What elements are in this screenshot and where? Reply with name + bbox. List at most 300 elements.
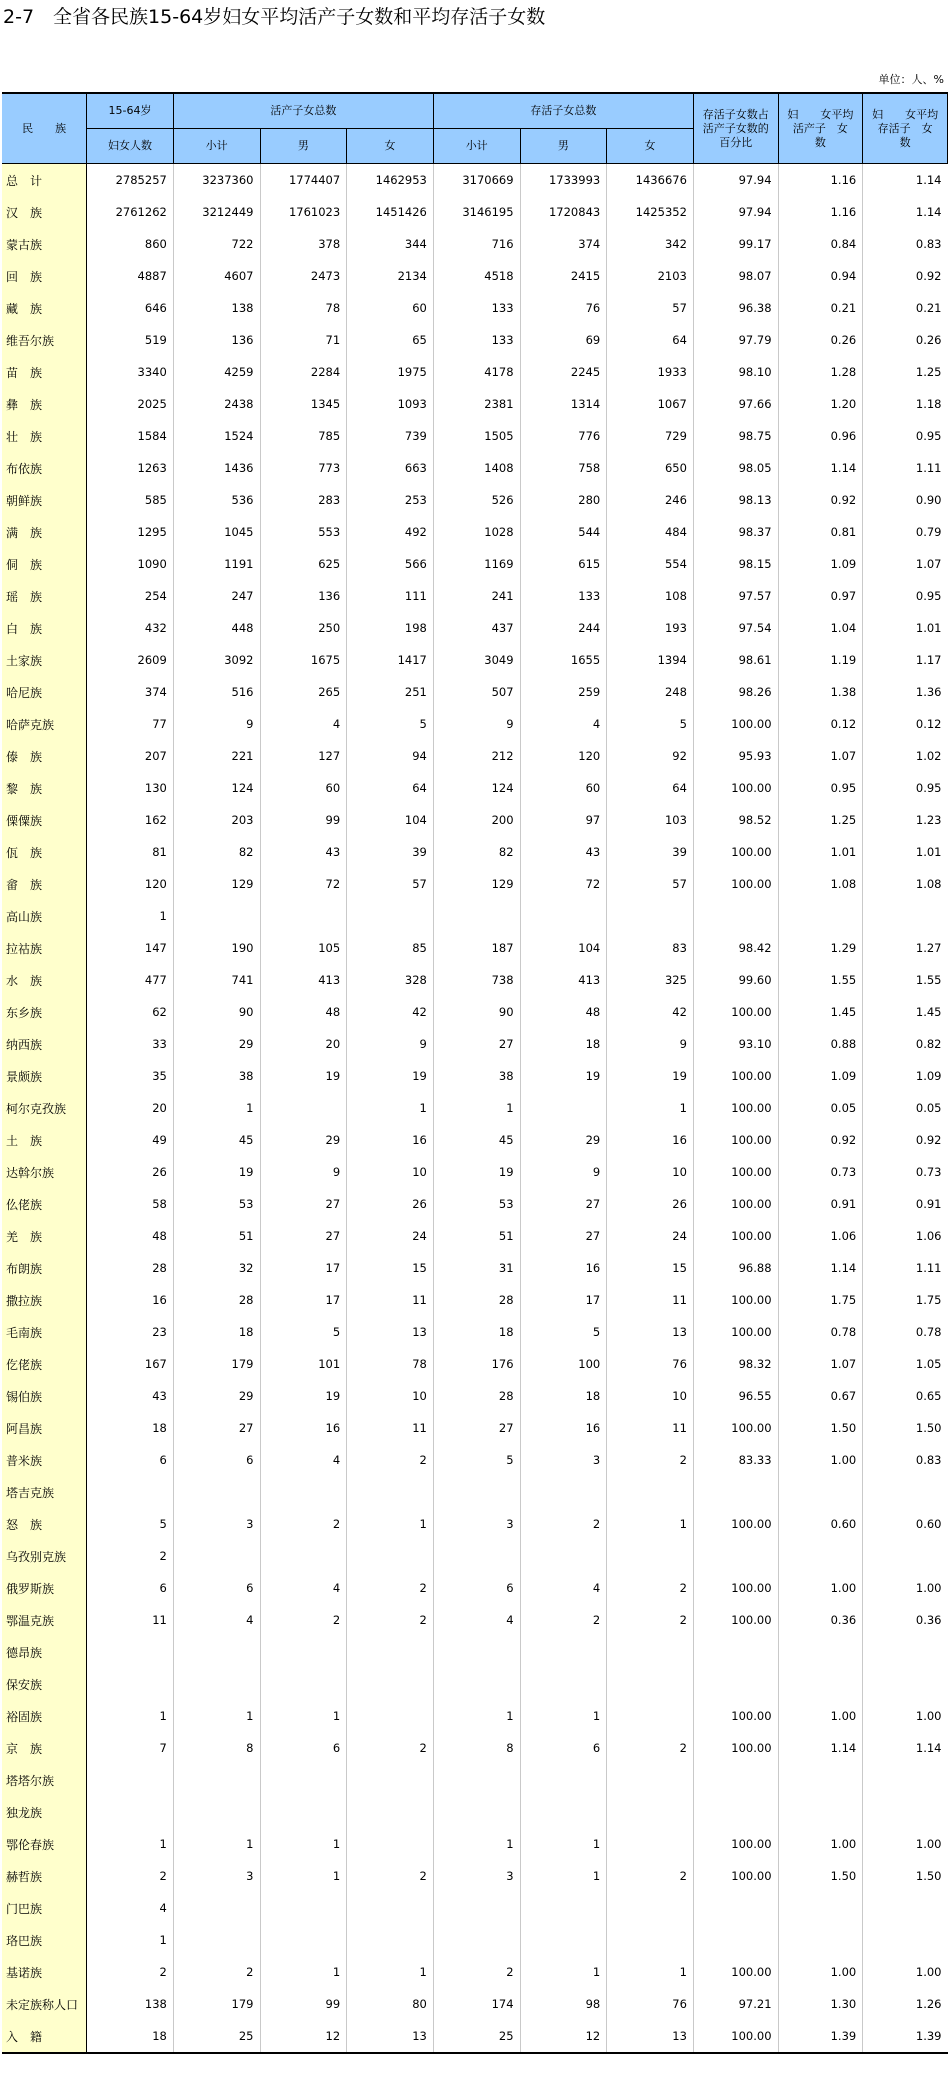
row-ethnic-name: 毛南族 xyxy=(2,1316,87,1348)
cell-born-subtotal: 27 xyxy=(173,1412,260,1444)
cell-women-count: 1090 xyxy=(87,548,174,580)
cell-born-female: 1462953 xyxy=(347,164,434,197)
cell-avg-surv: 0.92 xyxy=(863,1124,948,1156)
cell-avg-surv: 1.00 xyxy=(863,1828,948,1860)
cell-born-subtotal: 247 xyxy=(173,580,260,612)
cell-born-subtotal: 28 xyxy=(173,1284,260,1316)
cell-surv-pct: 100.00 xyxy=(693,1860,778,1892)
cell-women-count: 2 xyxy=(87,1540,174,1572)
cell-avg-born: 0.78 xyxy=(778,1316,863,1348)
cell-avg-born: 1.00 xyxy=(778,1956,863,1988)
row-ethnic-name: 水 族 xyxy=(2,964,87,996)
cell-surv-female: 729 xyxy=(607,420,694,452)
cell-surv-male: 1 xyxy=(520,1700,607,1732)
row-ethnic-name: 基诺族 xyxy=(2,1956,87,1988)
cell-women-count: 77 xyxy=(87,708,174,740)
cell-women-count: 1 xyxy=(87,900,174,932)
cell-surv-subtotal: 19 xyxy=(433,1156,520,1188)
cell-surv-pct: 100.00 xyxy=(693,1188,778,1220)
cell-women-count: 18 xyxy=(87,2020,174,2053)
cell-born-female: 13 xyxy=(347,2020,434,2053)
cell-born-male: 72 xyxy=(260,868,347,900)
cell-surv-subtotal: 1408 xyxy=(433,452,520,484)
cell-born-male: 105 xyxy=(260,932,347,964)
cell-women-count: 585 xyxy=(87,484,174,516)
cell-avg-surv: 1.05 xyxy=(863,1348,948,1380)
cell-born-subtotal xyxy=(173,900,260,932)
cell-surv-male: 69 xyxy=(520,324,607,356)
table-row xyxy=(2,644,948,676)
header-avg-surv: 妇 女平均存活子 女 数 xyxy=(863,93,948,164)
cell-avg-surv: 1.25 xyxy=(863,356,948,388)
cell-surv-male: 776 xyxy=(520,420,607,452)
cell-surv-male xyxy=(520,1476,607,1508)
cell-born-female: 2 xyxy=(347,1572,434,1604)
cell-avg-surv: 0.90 xyxy=(863,484,948,516)
row-ethnic-name: 满 族 xyxy=(2,516,87,548)
cell-avg-born: 1.07 xyxy=(778,1348,863,1380)
cell-surv-pct: 95.93 xyxy=(693,740,778,772)
cell-surv-pct: 100.00 xyxy=(693,1316,778,1348)
cell-born-female: 1417 xyxy=(347,644,434,676)
cell-born-female: 65 xyxy=(347,324,434,356)
cell-avg-surv: 1.26 xyxy=(863,1988,948,2020)
row-ethnic-name: 傣 族 xyxy=(2,740,87,772)
row-ethnic-name: 仡佬族 xyxy=(2,1348,87,1380)
table-row xyxy=(2,196,948,228)
cell-born-female xyxy=(347,1668,434,1700)
header-surv-subtotal: 小计 xyxy=(433,129,520,164)
row-ethnic-name: 塔吉克族 xyxy=(2,1476,87,1508)
cell-surv-female: 2 xyxy=(607,1444,694,1476)
table-row xyxy=(2,164,948,197)
cell-born-male: 413 xyxy=(260,964,347,996)
cell-surv-subtotal: 28 xyxy=(433,1380,520,1412)
cell-surv-female: 16 xyxy=(607,1124,694,1156)
cell-avg-surv: 0.83 xyxy=(863,1444,948,1476)
cell-surv-female: 1436676 xyxy=(607,164,694,197)
cell-surv-female: 57 xyxy=(607,292,694,324)
cell-surv-male: 29 xyxy=(520,1124,607,1156)
cell-surv-subtotal: 38 xyxy=(433,1060,520,1092)
table-row xyxy=(2,772,948,804)
cell-surv-pct xyxy=(693,900,778,932)
cell-avg-born: 0.67 xyxy=(778,1380,863,1412)
cell-surv-male: 12 xyxy=(520,2020,607,2053)
cell-women-count xyxy=(87,1476,174,1508)
cell-surv-female xyxy=(607,1828,694,1860)
cell-born-subtotal: 2438 xyxy=(173,388,260,420)
cell-born-subtotal xyxy=(173,1668,260,1700)
cell-born-subtotal: 179 xyxy=(173,1988,260,2020)
cell-avg-surv: 1.14 xyxy=(863,1732,948,1764)
cell-born-male: 71 xyxy=(260,324,347,356)
cell-women-count: 28 xyxy=(87,1252,174,1284)
cell-born-subtotal: 1191 xyxy=(173,548,260,580)
row-ethnic-name: 苗 族 xyxy=(2,356,87,388)
cell-born-subtotal: 138 xyxy=(173,292,260,324)
cell-surv-male: 133 xyxy=(520,580,607,612)
cell-surv-pct: 99.60 xyxy=(693,964,778,996)
cell-avg-surv xyxy=(863,1476,948,1508)
cell-surv-subtotal: 27 xyxy=(433,1412,520,1444)
cell-avg-surv: 1.45 xyxy=(863,996,948,1028)
cell-born-subtotal: 3 xyxy=(173,1860,260,1892)
cell-avg-surv: 0.95 xyxy=(863,420,948,452)
cell-born-male xyxy=(260,1476,347,1508)
cell-born-female: 253 xyxy=(347,484,434,516)
row-ethnic-name: 高山族 xyxy=(2,900,87,932)
cell-avg-born: 1.09 xyxy=(778,1060,863,1092)
cell-born-subtotal: 4607 xyxy=(173,260,260,292)
cell-avg-surv: 0.95 xyxy=(863,580,948,612)
cell-avg-born xyxy=(778,1764,863,1796)
cell-born-male: 1 xyxy=(260,1860,347,1892)
cell-born-subtotal: 4259 xyxy=(173,356,260,388)
cell-women-count: 130 xyxy=(87,772,174,804)
cell-surv-female: 5 xyxy=(607,708,694,740)
cell-born-female: 492 xyxy=(347,516,434,548)
cell-surv-subtotal: 1 xyxy=(433,1828,520,1860)
row-ethnic-name: 景颇族 xyxy=(2,1060,87,1092)
cell-surv-female: 2 xyxy=(607,1860,694,1892)
cell-surv-female: 2 xyxy=(607,1732,694,1764)
cell-avg-born: 1.09 xyxy=(778,548,863,580)
cell-surv-pct xyxy=(693,1924,778,1956)
cell-surv-female: 1 xyxy=(607,1092,694,1124)
cell-born-subtotal xyxy=(173,1892,260,1924)
cell-surv-pct xyxy=(693,1636,778,1668)
cell-born-subtotal: 8 xyxy=(173,1732,260,1764)
row-ethnic-name: 傈僳族 xyxy=(2,804,87,836)
cell-surv-female: 484 xyxy=(607,516,694,548)
cell-born-subtotal: 221 xyxy=(173,740,260,772)
cell-born-female xyxy=(347,1924,434,1956)
cell-surv-male: 374 xyxy=(520,228,607,260)
cell-surv-pct: 100.00 xyxy=(693,836,778,868)
table-row xyxy=(2,2020,948,2053)
cell-born-subtotal: 29 xyxy=(173,1380,260,1412)
cell-surv-female: 325 xyxy=(607,964,694,996)
header-pct: 存活子女数占活产子女数的百分比 xyxy=(693,93,778,164)
row-ethnic-name: 纳西族 xyxy=(2,1028,87,1060)
cell-born-male: 1345 xyxy=(260,388,347,420)
cell-surv-subtotal: 6 xyxy=(433,1572,520,1604)
cell-born-subtotal: 2 xyxy=(173,1956,260,1988)
cell-born-female: 80 xyxy=(347,1988,434,2020)
cell-born-female: 11 xyxy=(347,1412,434,1444)
cell-born-male xyxy=(260,1764,347,1796)
cell-born-male: 1675 xyxy=(260,644,347,676)
cell-avg-born: 0.91 xyxy=(778,1188,863,1220)
cell-avg-surv: 1.08 xyxy=(863,868,948,900)
row-ethnic-name: 京 族 xyxy=(2,1732,87,1764)
header-surv-group: 存活子女总数 xyxy=(433,93,693,129)
row-ethnic-name: 达斡尔族 xyxy=(2,1156,87,1188)
cell-surv-pct xyxy=(693,1540,778,1572)
cell-surv-female: 57 xyxy=(607,868,694,900)
cell-born-male: 785 xyxy=(260,420,347,452)
cell-surv-male xyxy=(520,1892,607,1924)
cell-avg-surv xyxy=(863,1540,948,1572)
cell-surv-pct xyxy=(693,1668,778,1700)
cell-avg-surv xyxy=(863,900,948,932)
cell-avg-born: 0.92 xyxy=(778,1124,863,1156)
row-ethnic-name: 鄂伦春族 xyxy=(2,1828,87,1860)
data-table xyxy=(2,92,948,2054)
table-row xyxy=(2,1764,948,1796)
table-row xyxy=(2,740,948,772)
table-row xyxy=(2,964,948,996)
cell-born-subtotal xyxy=(173,1924,260,1956)
cell-avg-surv: 1.39 xyxy=(863,2020,948,2053)
cell-surv-subtotal: 45 xyxy=(433,1124,520,1156)
row-ethnic-name: 侗 族 xyxy=(2,548,87,580)
cell-born-female: 10 xyxy=(347,1380,434,1412)
cell-avg-born: 1.50 xyxy=(778,1412,863,1444)
cell-surv-subtotal xyxy=(433,1764,520,1796)
row-ethnic-name: 佤 族 xyxy=(2,836,87,868)
cell-avg-surv: 1.17 xyxy=(863,644,948,676)
cell-surv-male xyxy=(520,1924,607,1956)
cell-avg-surv xyxy=(863,1636,948,1668)
cell-born-subtotal: 3237360 xyxy=(173,164,260,197)
cell-born-male: 250 xyxy=(260,612,347,644)
cell-born-male: 99 xyxy=(260,1988,347,2020)
table-row xyxy=(2,1060,948,1092)
cell-avg-born: 0.21 xyxy=(778,292,863,324)
cell-avg-surv xyxy=(863,1764,948,1796)
cell-surv-male xyxy=(520,1636,607,1668)
cell-surv-subtotal: 133 xyxy=(433,324,520,356)
cell-surv-subtotal: 716 xyxy=(433,228,520,260)
cell-women-count: 20 xyxy=(87,1092,174,1124)
cell-surv-male: 72 xyxy=(520,868,607,900)
table-row xyxy=(2,1156,948,1188)
cell-surv-pct: 96.88 xyxy=(693,1252,778,1284)
cell-avg-surv: 0.05 xyxy=(863,1092,948,1124)
cell-surv-subtotal xyxy=(433,1636,520,1668)
cell-surv-female xyxy=(607,1796,694,1828)
cell-women-count: 162 xyxy=(87,804,174,836)
cell-surv-male xyxy=(520,1540,607,1572)
row-ethnic-name: 独龙族 xyxy=(2,1796,87,1828)
cell-born-male xyxy=(260,1796,347,1828)
row-ethnic-name: 回 族 xyxy=(2,260,87,292)
cell-surv-pct: 98.75 xyxy=(693,420,778,452)
cell-born-female: 198 xyxy=(347,612,434,644)
cell-born-subtotal xyxy=(173,1540,260,1572)
cell-women-count: 58 xyxy=(87,1188,174,1220)
cell-born-female: 328 xyxy=(347,964,434,996)
cell-surv-subtotal xyxy=(433,1476,520,1508)
table-row xyxy=(2,1988,948,2020)
cell-surv-female: 11 xyxy=(607,1412,694,1444)
cell-women-count: 6 xyxy=(87,1444,174,1476)
cell-born-female: 2 xyxy=(347,1732,434,1764)
cell-surv-male: 544 xyxy=(520,516,607,548)
cell-surv-pct: 98.37 xyxy=(693,516,778,548)
cell-born-female: 13 xyxy=(347,1316,434,1348)
cell-surv-pct: 97.21 xyxy=(693,1988,778,2020)
cell-surv-female: 342 xyxy=(607,228,694,260)
cell-born-male: 265 xyxy=(260,676,347,708)
cell-surv-subtotal: 8 xyxy=(433,1732,520,1764)
cell-avg-born: 1.39 xyxy=(778,2020,863,2053)
cell-avg-surv: 1.07 xyxy=(863,548,948,580)
cell-surv-female: 1 xyxy=(607,1956,694,1988)
cell-born-female xyxy=(347,1764,434,1796)
table-row xyxy=(2,260,948,292)
cell-born-female: 344 xyxy=(347,228,434,260)
cell-avg-surv: 0.79 xyxy=(863,516,948,548)
table-row xyxy=(2,1732,948,1764)
table-row xyxy=(2,1476,948,1508)
cell-surv-subtotal: 124 xyxy=(433,772,520,804)
cell-surv-pct xyxy=(693,1796,778,1828)
cell-surv-female: 42 xyxy=(607,996,694,1028)
row-ethnic-name: 俄罗斯族 xyxy=(2,1572,87,1604)
cell-born-male: 1 xyxy=(260,1700,347,1732)
cell-born-female: 1975 xyxy=(347,356,434,388)
cell-avg-surv: 1.11 xyxy=(863,452,948,484)
cell-surv-female: 248 xyxy=(607,676,694,708)
cell-born-female: 1 xyxy=(347,1956,434,1988)
cell-surv-female: 108 xyxy=(607,580,694,612)
cell-born-male xyxy=(260,900,347,932)
cell-avg-surv: 1.23 xyxy=(863,804,948,836)
cell-women-count xyxy=(87,1764,174,1796)
cell-surv-subtotal xyxy=(433,1540,520,1572)
table-row xyxy=(2,356,948,388)
cell-surv-female: 1067 xyxy=(607,388,694,420)
cell-born-male: 60 xyxy=(260,772,347,804)
cell-surv-male: 1314 xyxy=(520,388,607,420)
cell-surv-female: 1 xyxy=(607,1508,694,1540)
cell-born-female: 19 xyxy=(347,1060,434,1092)
cell-surv-female: 64 xyxy=(607,324,694,356)
cell-avg-born: 1.30 xyxy=(778,1988,863,2020)
cell-women-count: 2761262 xyxy=(87,196,174,228)
cell-surv-male: 1733993 xyxy=(520,164,607,197)
row-ethnic-name: 畲 族 xyxy=(2,868,87,900)
table-row xyxy=(2,1572,948,1604)
cell-surv-male: 76 xyxy=(520,292,607,324)
cell-surv-subtotal: 2 xyxy=(433,1956,520,1988)
cell-born-female: 566 xyxy=(347,548,434,580)
cell-surv-subtotal: 187 xyxy=(433,932,520,964)
cell-surv-female: 13 xyxy=(607,1316,694,1348)
cell-born-female: 1 xyxy=(347,1508,434,1540)
table-row xyxy=(2,548,948,580)
cell-avg-surv: 1.00 xyxy=(863,1956,948,1988)
cell-surv-pct: 100.00 xyxy=(693,1412,778,1444)
cell-born-subtotal: 45 xyxy=(173,1124,260,1156)
cell-born-male: 1774407 xyxy=(260,164,347,197)
cell-born-female: 85 xyxy=(347,932,434,964)
cell-born-female xyxy=(347,1540,434,1572)
cell-surv-pct: 98.07 xyxy=(693,260,778,292)
cell-surv-male: 17 xyxy=(520,1284,607,1316)
cell-women-count: 4887 xyxy=(87,260,174,292)
row-ethnic-name: 东乡族 xyxy=(2,996,87,1028)
cell-women-count: 3340 xyxy=(87,356,174,388)
cell-born-subtotal: 1045 xyxy=(173,516,260,548)
cell-surv-female: 10 xyxy=(607,1380,694,1412)
cell-surv-female: 2 xyxy=(607,1572,694,1604)
cell-surv-female: 650 xyxy=(607,452,694,484)
table-row xyxy=(2,1796,948,1828)
cell-born-male: 20 xyxy=(260,1028,347,1060)
table-row xyxy=(2,1412,948,1444)
cell-surv-subtotal: 90 xyxy=(433,996,520,1028)
cell-surv-male: 97 xyxy=(520,804,607,836)
table-row xyxy=(2,1028,948,1060)
cell-born-subtotal xyxy=(173,1796,260,1828)
cell-surv-pct: 100.00 xyxy=(693,772,778,804)
cell-avg-born xyxy=(778,900,863,932)
row-ethnic-name: 土 族 xyxy=(2,1124,87,1156)
table-row xyxy=(2,1220,948,1252)
row-ethnic-name: 白 族 xyxy=(2,612,87,644)
cell-surv-male: 4 xyxy=(520,708,607,740)
cell-surv-female xyxy=(607,1764,694,1796)
cell-avg-born xyxy=(778,1476,863,1508)
cell-surv-pct: 98.13 xyxy=(693,484,778,516)
table-row xyxy=(2,388,948,420)
cell-avg-surv: 1.00 xyxy=(863,1700,948,1732)
cell-avg-surv: 0.73 xyxy=(863,1156,948,1188)
cell-surv-subtotal xyxy=(433,1796,520,1828)
header-surv-male: 男 xyxy=(520,129,607,164)
cell-surv-subtotal: 1169 xyxy=(433,548,520,580)
cell-surv-female: 76 xyxy=(607,1988,694,2020)
table-row xyxy=(2,996,948,1028)
cell-avg-surv: 0.78 xyxy=(863,1316,948,1348)
table-row xyxy=(2,1188,948,1220)
cell-born-male: 27 xyxy=(260,1188,347,1220)
cell-avg-surv xyxy=(863,1796,948,1828)
cell-born-female: 11 xyxy=(347,1284,434,1316)
cell-born-subtotal: 25 xyxy=(173,2020,260,2053)
cell-surv-subtotal xyxy=(433,1924,520,1956)
cell-born-subtotal: 1 xyxy=(173,1828,260,1860)
cell-surv-pct: 98.52 xyxy=(693,804,778,836)
table-row xyxy=(2,1636,948,1668)
cell-women-count: 207 xyxy=(87,740,174,772)
cell-avg-born: 1.25 xyxy=(778,804,863,836)
header-born-male: 男 xyxy=(260,129,347,164)
row-ethnic-name: 德昂族 xyxy=(2,1636,87,1668)
cell-born-female xyxy=(347,1476,434,1508)
cell-avg-born xyxy=(778,1892,863,1924)
cell-surv-pct: 97.79 xyxy=(693,324,778,356)
cell-avg-born: 1.16 xyxy=(778,196,863,228)
cell-born-subtotal: 129 xyxy=(173,868,260,900)
cell-surv-male: 9 xyxy=(520,1156,607,1188)
cell-avg-born: 1.00 xyxy=(778,1828,863,1860)
cell-surv-subtotal: 133 xyxy=(433,292,520,324)
row-ethnic-name: 柯尔克孜族 xyxy=(2,1092,87,1124)
cell-born-male: 99 xyxy=(260,804,347,836)
table-row xyxy=(2,1924,948,1956)
cell-avg-surv: 1.18 xyxy=(863,388,948,420)
cell-born-female: 26 xyxy=(347,1188,434,1220)
cell-surv-subtotal: 82 xyxy=(433,836,520,868)
row-ethnic-name: 撒拉族 xyxy=(2,1284,87,1316)
cell-born-male: 17 xyxy=(260,1284,347,1316)
cell-avg-surv: 1.00 xyxy=(863,1572,948,1604)
